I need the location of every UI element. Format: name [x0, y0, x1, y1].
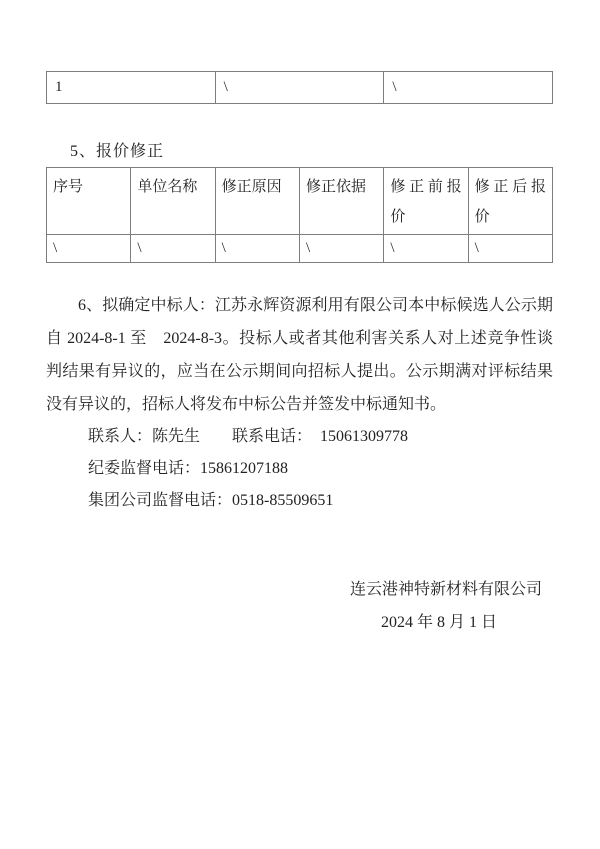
signature-block [46, 573, 553, 639]
column-header-correction-reason: 修正原因 [215, 168, 299, 235]
table-cell: \ [384, 72, 553, 104]
price-correction-heading: 5、报价修正 [70, 143, 165, 160]
company-name: 连云港神特新材料有限公司 [349, 581, 542, 598]
signature-date: 2024 年 8 月 1 日 [380, 614, 497, 631]
column-header-quote-before: 修正前报价 [384, 168, 468, 235]
continuation-table [46, 71, 553, 104]
column-header-quote-after: 修正后报价 [468, 168, 552, 235]
discipline-phone-line: 纪委监督电话：15861207188 [88, 460, 289, 477]
price-correction-table [46, 167, 553, 263]
table-cell: \ [384, 235, 468, 263]
table-cell: 1 [47, 72, 216, 104]
group-phone-line: 集团公司监督电话：0518-85509651 [88, 492, 334, 509]
table-row [47, 72, 553, 104]
contact-block [46, 421, 553, 517]
table-cell: \ [299, 235, 383, 263]
table-header-row [47, 168, 553, 235]
table-cell: \ [47, 235, 131, 263]
table-cell: \ [131, 235, 215, 263]
winner-announcement-paragraph: 6、拟确定中标人：江苏永辉资源利用有限公司本中标候选人公示期自 2024-8-1 至 2024-8-3。投标人或者其他利害关系人对上述竞争性谈判结果有异议的，应当在公示期间向招标人提出。公示期满对评标结果没有异议的，招标人将发布中标公告并签发中标通知书。 [46, 297, 553, 413]
table-cell: \ [468, 235, 552, 263]
contact-person-line: 联系人：陈先生 联系电话： 15061309778 [88, 428, 409, 445]
column-header-correction-basis: 修正依据 [299, 168, 383, 235]
table-cell: \ [215, 235, 299, 263]
table-cell: \ [215, 72, 384, 104]
table-row [47, 235, 553, 263]
column-header-unit-name: 单位名称 [131, 168, 215, 235]
column-header-serial: 序号 [47, 168, 131, 235]
